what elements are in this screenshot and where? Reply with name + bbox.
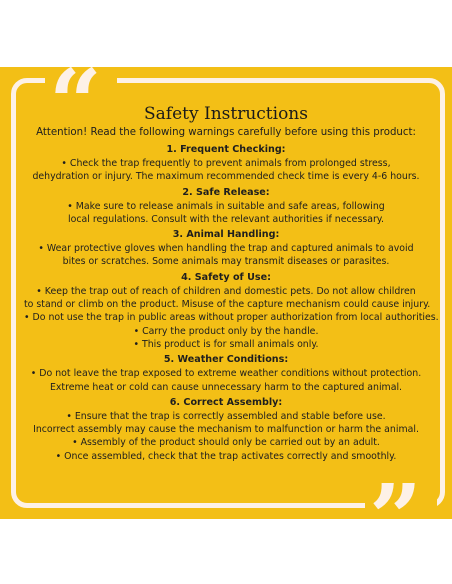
section-safe-release <box>24 186 428 227</box>
section-line: • Once assembled, check that the trap activates correctly and smoothly. <box>55 450 397 462</box>
intro-text: Attention! Read the following warnings carefully before using this product: <box>36 127 416 138</box>
section-line: • Do not leave the trap exposed to extreme weather conditions without protection. <box>30 368 422 380</box>
section-heading: 6. Correct Assembly: <box>169 396 283 408</box>
section-line: bites or scratches. Some animals may transmit diseases or parasites. <box>62 256 390 268</box>
section-line: to stand or climb on the product. Misuse of the capture mechanism could cause injury. <box>24 299 431 311</box>
section-weather-conditions <box>24 353 428 394</box>
safety-panel <box>0 49 452 572</box>
section-line: • Keep the trap out of reach of children and domestic pets. Do not allow children <box>36 285 416 297</box>
section-frequent-checking <box>24 143 428 184</box>
section-heading: 3. Animal Handling: <box>172 229 280 241</box>
section-line: dehydration or injury. The maximum recommended check time is every 4-6 hours. <box>32 171 420 183</box>
section-line: • Wear protective gloves when handling the trap and captured animals to avoid <box>38 243 414 255</box>
section-line: local regulations. Consult with the relevant authorities if necessary. <box>68 213 384 225</box>
section-heading: 2. Safe Release: <box>182 186 270 198</box>
close-quote-icon: ” <box>369 464 422 572</box>
section-line: Extreme heat or cold can cause unnecessary harm to the captured animal. <box>49 381 403 393</box>
section-heading: 5. Weather Conditions: <box>163 354 289 366</box>
section-line: • This product is for small animals only. <box>133 338 319 350</box>
section-heading: 1. Frequent Checking: <box>166 144 286 155</box>
section-animal-handling <box>24 228 428 269</box>
section-line: Incorrect assembly may cause the mechanism to malfunction or harm the animal. <box>33 424 419 436</box>
section-line: • Do not use the trap in public areas without proper authorization from local authorities. <box>24 312 439 324</box>
section-heading: 4. Safety of Use: <box>181 271 271 283</box>
instructions-content <box>24 103 439 463</box>
section-line: • Ensure that the trap is correctly assembled and stable before use. <box>66 410 386 422</box>
section-safety-of-use <box>24 271 439 351</box>
section-line: • Assembly of the product should only be carried out by an adult. <box>72 437 380 449</box>
section-line: • Carry the product only by the handle. <box>133 325 319 337</box>
section-line: • Make sure to release animals in suitable and safe areas, following <box>67 200 385 212</box>
open-quote-icon: “ <box>49 49 102 157</box>
section-correct-assembly <box>24 396 428 463</box>
page-title: Safety Instructions <box>144 104 308 124</box>
section-line: • Check the trap frequently to prevent animals from prolonged stress, <box>61 158 391 169</box>
